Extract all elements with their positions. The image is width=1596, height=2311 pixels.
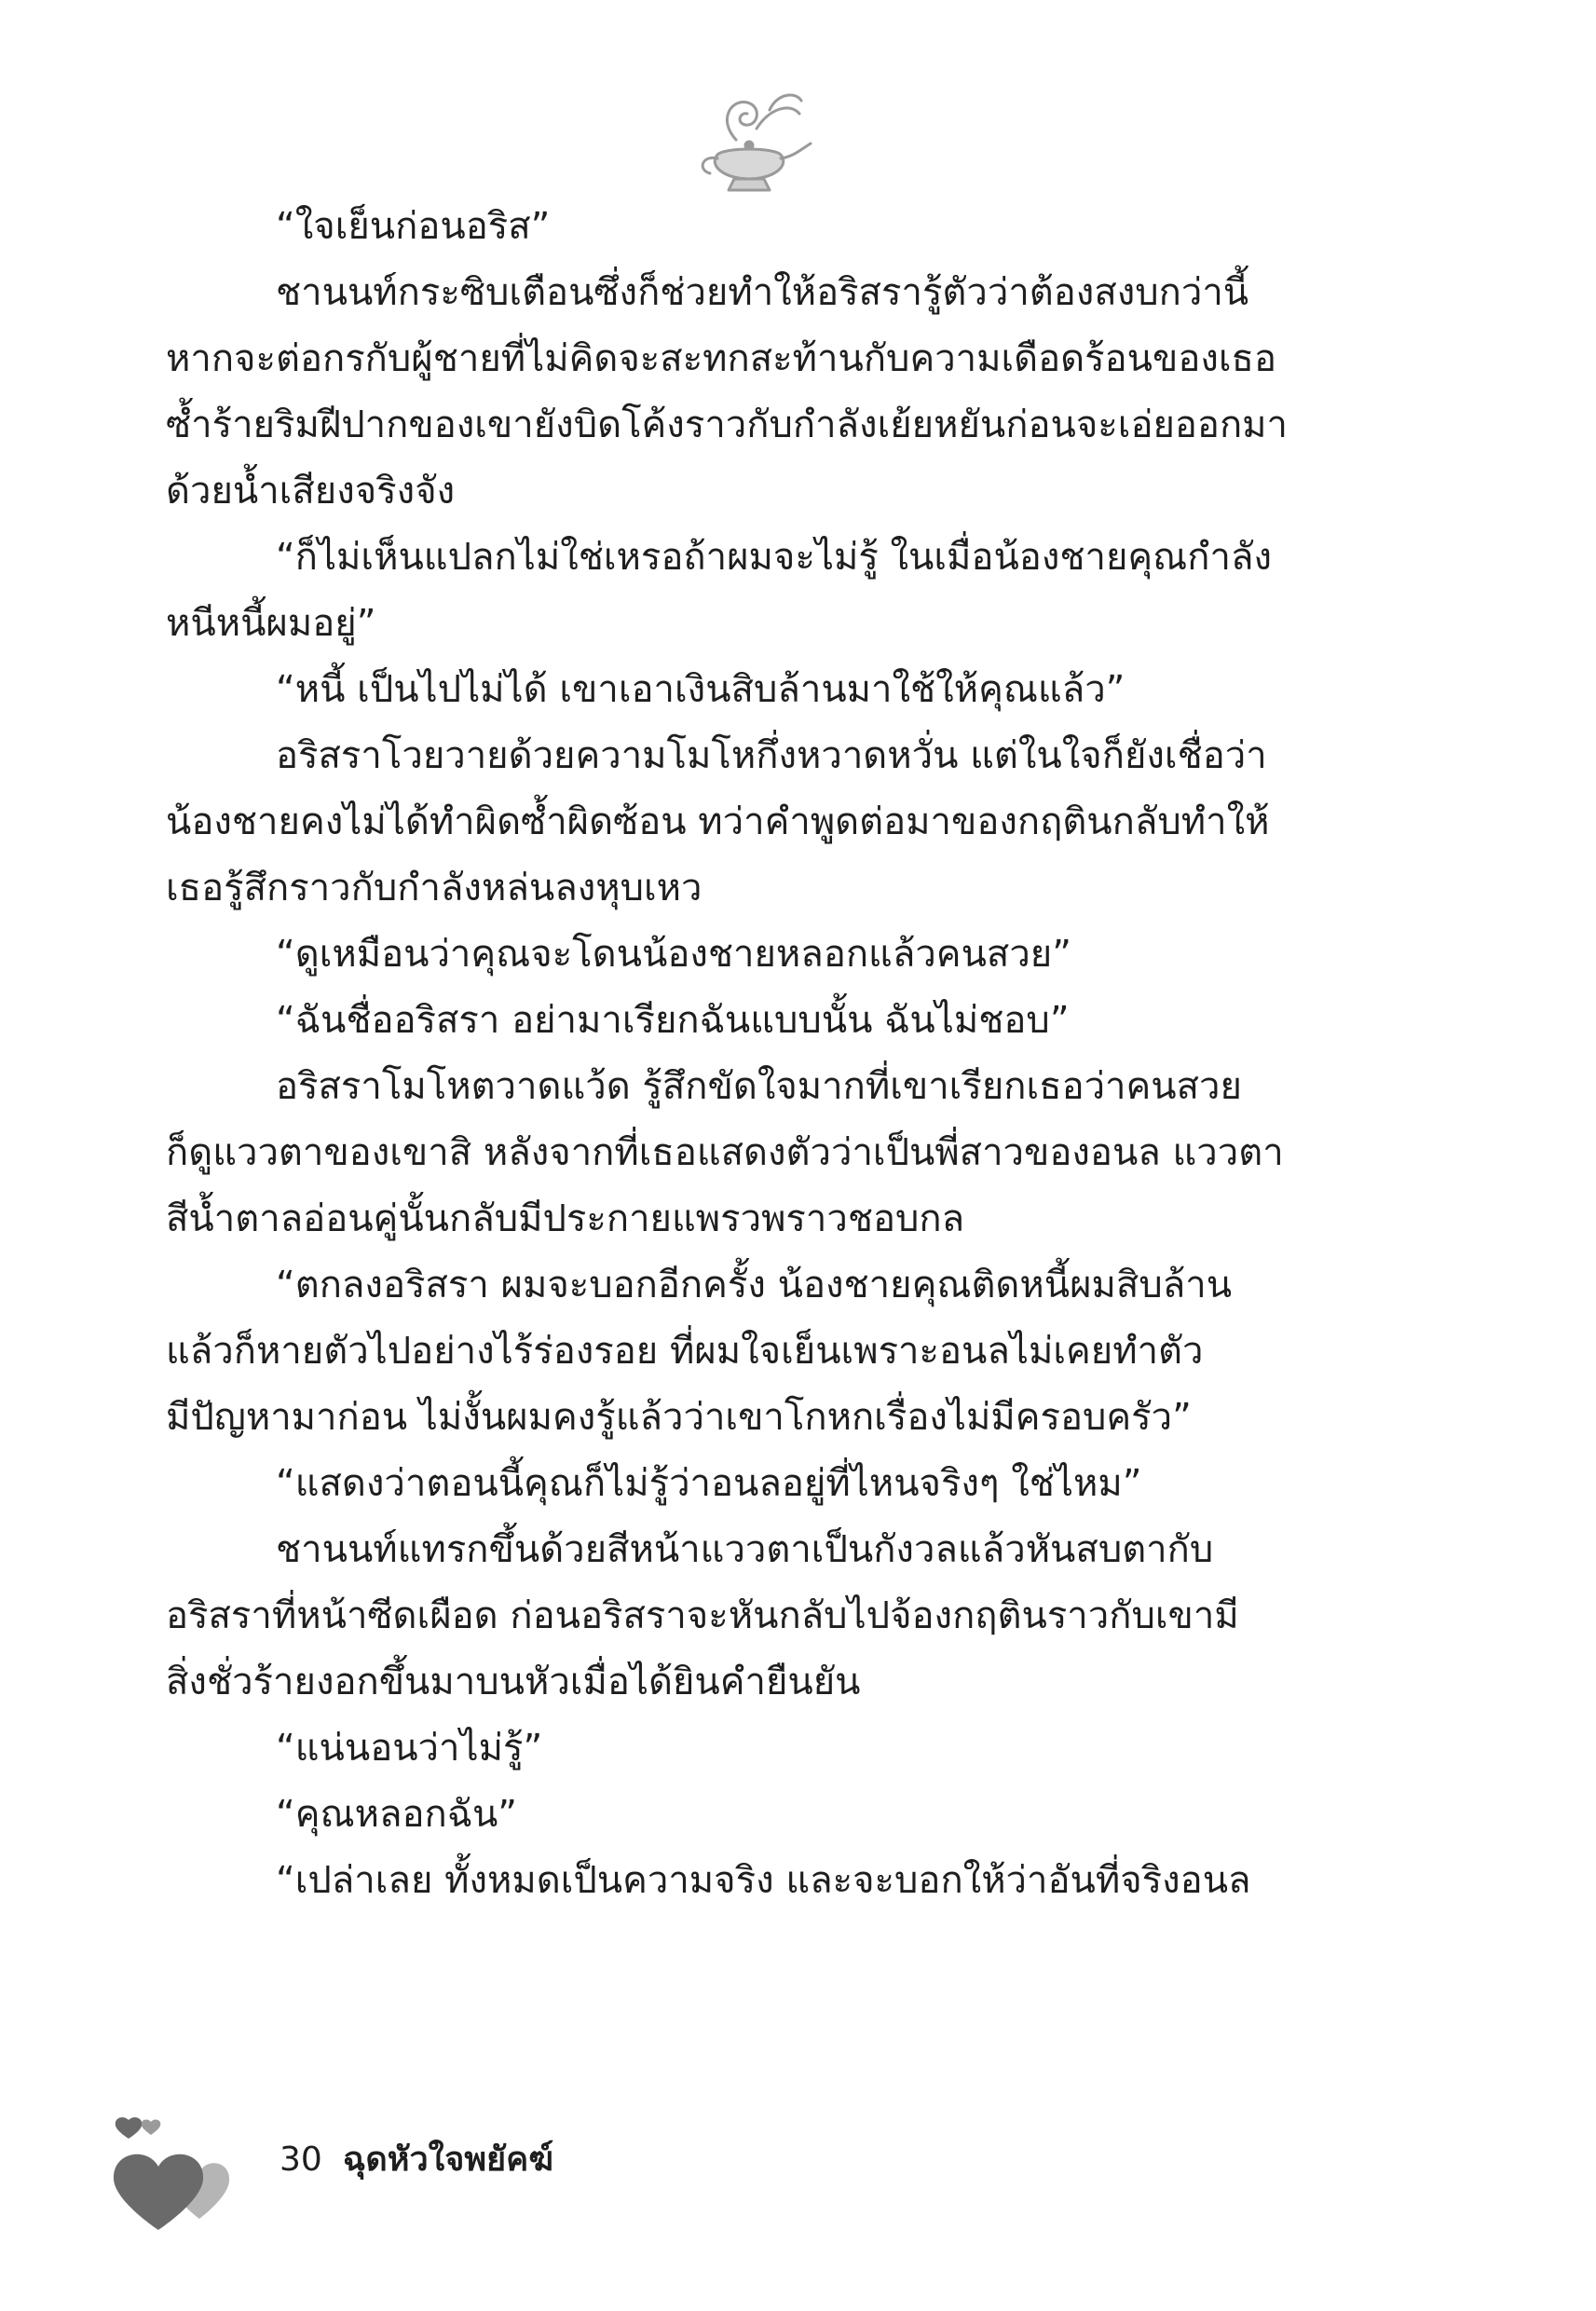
text-line: “ก็ไม่เห็นแปลกไม่ใช่เหรอถ้าผมจะไม่รู้ ในเมื่อน้องชายคุณกำลัง bbox=[276, 536, 1272, 579]
text-line: หากจะต่อกรกับผู้ชายที่ไม่คิดจะสะทกสะท้านกับความเดือดร้อนของเธอ bbox=[166, 337, 1276, 380]
text-line: เธอรู้สึกราวกับกำลังหล่นลงหุบเหว bbox=[166, 867, 703, 909]
text-line: สิ่งชั่วร้ายงอกขึ้นมาบนหัวเมื่อได้ยินคำยืนยัน bbox=[166, 1661, 861, 1703]
page-footer bbox=[280, 2140, 553, 2181]
text-line: หนีหนี้ผมอยู่” bbox=[166, 602, 376, 645]
text-line: ซ้ำร้ายริมฝีปากของเขายังบิดโค้งราวกับกำลังเย้ยหยันก่อนจะเอ่ยออกมา bbox=[166, 403, 1289, 446]
text-line: อริสราโวยวายด้วยความโมโหกึ่งหวาดหวั่น แต่ในใจก็ยังเชื่อว่า bbox=[276, 734, 1267, 777]
text-line: “แน่นอนว่าไม่รู้” bbox=[276, 1727, 543, 1770]
text-line: “คุณหลอกฉัน” bbox=[276, 1793, 518, 1836]
text-line: ด้วยน้ำเสียงจริงจัง bbox=[166, 470, 456, 513]
text-line: “เปล่าเลย ทั้งหมดเป็นความจริง และจะบอกให้ว่าอันที่จริงอนล bbox=[276, 1859, 1251, 1902]
body-text bbox=[166, 194, 1335, 1914]
hearts-ornament-icon bbox=[102, 2111, 252, 2232]
book-title: ฉุดหัวใจพยัคฆ์ bbox=[342, 2140, 553, 2179]
text-line: “แสดงว่าตอนนี้คุณก็ไม่รู้ว่าอนลอยู่ที่ไหนจริงๆ ใช่ไหม” bbox=[276, 1462, 1142, 1505]
text-line: ชานนท์กระซิบเตือนซึ่งก็ช่วยทำให้อริสรารู้ตัวว่าต้องสงบกว่านี้ bbox=[276, 271, 1249, 314]
text-line: แล้วก็หายตัวไปอย่างไร้ร่องรอย ที่ผมใจเย็นเพราะอนลไม่เคยทำตัว bbox=[166, 1330, 1204, 1373]
text-line: อริสราโมโหตวาดแว้ด รู้สึกขัดใจมากที่เขาเรียกเธอว่าคนสวย bbox=[276, 1065, 1242, 1108]
text-line: “ตกลงอริสรา ผมจะบอกอีกครั้ง น้องชายคุณติดหนี้ผมสิบล้าน bbox=[276, 1264, 1233, 1306]
text-line: “หนี้ เป็นไปไม่ได้ เขาเอาเงินสิบล้านมาใช้ให้คุณแล้ว” bbox=[276, 668, 1125, 711]
text-line: อริสราที่หน้าซีดเผือด ก่อนอริสราจะหันกลับไปจ้องกฤตินราวกับเขามี bbox=[166, 1594, 1239, 1637]
text-line: น้องชายคงไม่ได้ทำผิดซ้ำผิดซ้อน ทว่าคำพูดต่อมาของกฤตินกลับทำให้ bbox=[166, 800, 1270, 843]
text-line: มีปัญหามาก่อน ไม่งั้นผมคงรู้แล้วว่าเขาโกหกเรื่องไม่มีครอบครัว” bbox=[166, 1396, 1192, 1439]
text-line: “ดูเหมือนว่าคุณจะโดนน้องชายหลอกแล้วคนสวย” bbox=[276, 933, 1071, 976]
text-line: “ฉันชื่ออริสรา อย่ามาเรียกฉันแบบนั้น ฉันไม่ชอบ” bbox=[276, 999, 1070, 1042]
text-line: ก็ดูแววตาของเขาสิ หลังจากที่เธอแสดงตัวว่าเป็นพี่สาวของอนล แววตา bbox=[166, 1131, 1284, 1174]
genie-lamp-ornament-icon bbox=[680, 82, 820, 203]
text-line: ชานนท์แทรกขึ้นด้วยสีหน้าแววตาเป็นกังวลแล้วหันสบตากับ bbox=[276, 1528, 1214, 1571]
text-line: “ใจเย็นก่อนอริส” bbox=[276, 205, 551, 248]
text-line: สีน้ำตาลอ่อนคู่นั้นกลับมีประกายแพรวพราวชอบกล bbox=[166, 1197, 965, 1240]
page-number: 30 bbox=[280, 2140, 322, 2179]
